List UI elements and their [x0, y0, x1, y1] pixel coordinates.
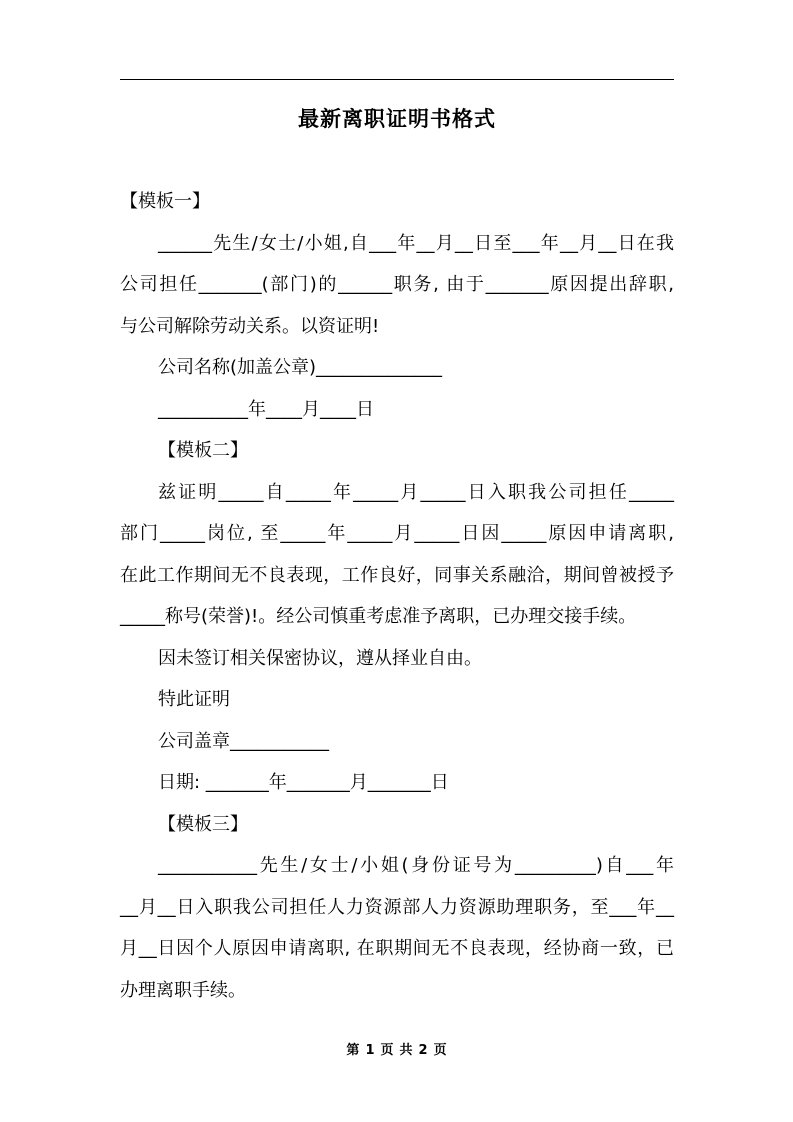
paragraph-line: 兹证明_____自_____年_____月_____日入职我公司担任_____ — [158, 481, 674, 503]
paragraph-line: 因未签订相关保密协议，遵从择业自由。 — [158, 647, 482, 669]
paragraph-line: 办理离职手续。 — [120, 979, 246, 1001]
template-3-heading: 【模板三】 — [158, 813, 248, 835]
document-title: 最新离职证明书格式 — [298, 107, 496, 131]
certify-line: 特此证明 — [158, 689, 230, 710]
document-body — [120, 181, 674, 1011]
header-rule — [120, 79, 674, 80]
paragraph-line: __月__日入职我公司担任人力资源部人力资源助理职务，至___年__ — [120, 896, 674, 918]
paragraph-line: ______先生/女士/小姐,自___年__月__日至___年__月__日在我 — [158, 232, 674, 254]
footer-di: 第 — [346, 1043, 360, 1058]
paragraph-line: _____称号(荣誉)!。经公司慎重考虑准予离职，已办理交接手续。 — [120, 606, 637, 627]
footer-gong: 共 — [399, 1043, 413, 1058]
paragraph-line: 公司担任_______(部门)的______职务, 由于_______原因提出辞职, — [120, 274, 674, 295]
company-seal-line: 公司盖章___________ — [158, 730, 329, 752]
paragraph-line: 部门_____岗位, 至_____年_____月_____日因_____原因申请离职, — [120, 523, 674, 544]
page-number: 1 — [365, 1043, 375, 1058]
paragraph-line: 月__日因个人原因申请离职, 在职期间无不良表现，经协商一致，已 — [120, 938, 674, 959]
paragraph-line: 在此工作期间无不良表现，工作良好，同事关系融洽，期间曾被授予 — [120, 564, 674, 586]
template-2-heading: 【模板二】 — [158, 440, 248, 461]
footer-ye: 页 — [380, 1043, 394, 1058]
page-total: 2 — [418, 1043, 428, 1058]
paragraph-line: ___________先生/女士/小姐(身份证号为_________)自___年 — [158, 855, 674, 876]
template-1-heading: 【模板一】 — [120, 191, 210, 212]
footer-ye-2: 页 — [433, 1043, 447, 1058]
paragraph-line: 与公司解除劳动关系。以资证明! — [120, 315, 380, 337]
date-line: __________年____月____日 — [158, 398, 374, 420]
page-footer — [0, 1041, 793, 1061]
date-line: 日期: _______年_______月_______日 — [158, 772, 449, 793]
company-name-line: 公司名称(加盖公章)______________ — [158, 357, 443, 378]
